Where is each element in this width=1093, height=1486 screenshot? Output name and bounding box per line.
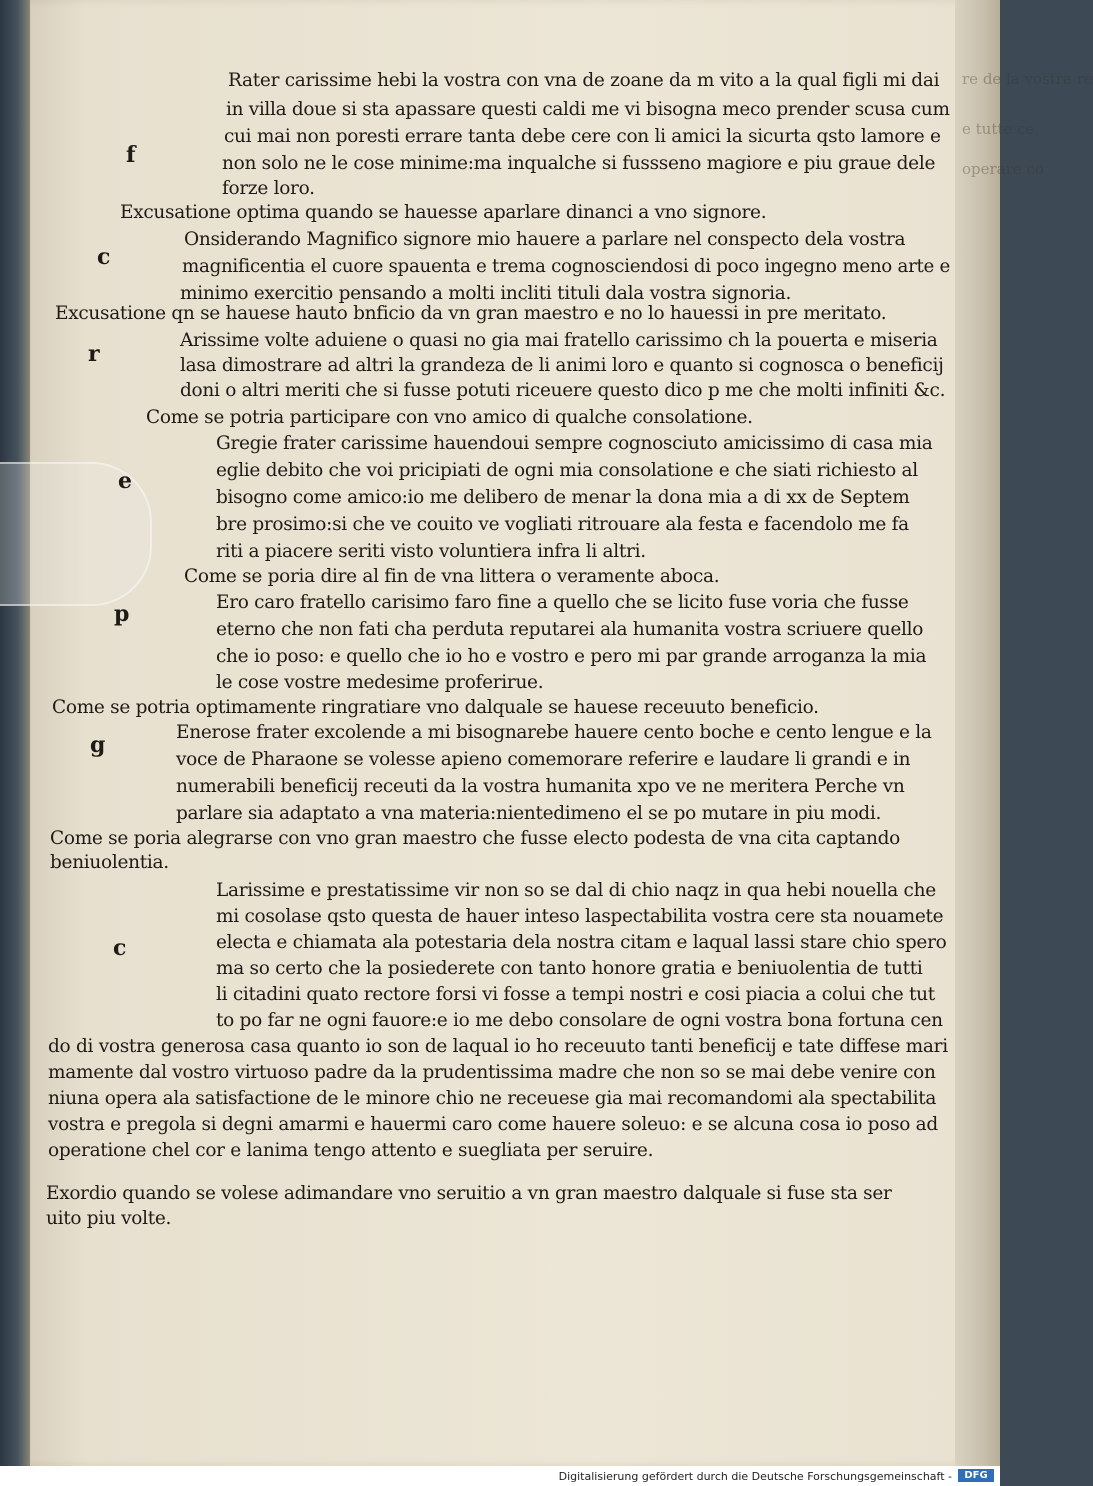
- text-line: in villa doue si sta apassare questi caldi me vi bisogna meco prender scusa cum: [226, 99, 950, 120]
- dfg-logo: DFG: [958, 1469, 994, 1482]
- rubric-heading: Exordio quando se volese adimandare vno seruitio a vn gran maestro dalquale si fuse sta ser: [46, 1183, 892, 1204]
- funding-credit: Digitalisierung gefördert durch die Deutsche Forschungsgemeinschaft -: [558, 1470, 952, 1483]
- text-line: doni o altri meriti che si fusse potuti riceuere questo dico p me che molti infiniti &c.: [180, 380, 946, 401]
- text-line: lasa dimostrare ad altri la grandeza de li animi loro e quanto si cognosca o beneficij: [180, 355, 944, 376]
- text-line: che io poso: e quello che io ho e vostro e pero mi par grande arroganza la mia: [216, 646, 927, 667]
- text-line: numerabili beneficij receuti da la vostra humanita xpo ve ne meritera Perche vn: [176, 776, 905, 797]
- rubric-heading: Excusatione qn se hauese hauto bnficio da vn gran maestro e no lo hauessi in pre meritato.: [55, 303, 887, 324]
- text-line: mi cosolase qsto questa de hauer inteso laspectabilita vostra cere sta nouamete: [216, 906, 944, 927]
- book-binding-edge: [0, 0, 30, 1466]
- bleed-through-text: operare co: [962, 160, 1044, 178]
- text-line: le cose vostre medesime proferirue.: [216, 672, 544, 693]
- text-line: voce de Pharaone se volesse apieno comemorare referire e laudare li grandi e in: [176, 749, 911, 770]
- bleed-through-text: re de la vostra re: [962, 70, 1093, 88]
- text-line: eterno che non fati cha perduta reputarei ala humanita vostra scriuere quello: [216, 619, 924, 640]
- text-line: vostra e pregola si degni amarmi e hauermi caro come hauere soleuo: e se alcuna cosa io poso ad: [48, 1114, 938, 1135]
- text-line: bre prosimo:si che ve couito ve vogliati ritrouare ala festa e facendolo me fa: [216, 514, 909, 535]
- rubric-heading: Excusatione optima quando se hauesse aparlare dinanci a vno signore.: [120, 202, 767, 223]
- text-line: Gregie frater carissime hauendoui sempre cognosciuto amicissimo di casa mia: [216, 433, 933, 454]
- text-line: Rater carissime hebi la vostra con vna de zoane da m vito a la qual figli mi dai: [228, 70, 940, 91]
- text-line: eglie debito che voi pricipiati de ogni mia consolatione e che siati richiesto al: [216, 460, 918, 481]
- text-line: Arissime volte aduiene o quasi no gia mai fratello carissimo ch la pouerta e miseria: [180, 330, 938, 351]
- guide-letter: p: [114, 601, 130, 627]
- guide-letter: c: [97, 244, 111, 270]
- rubric-heading: Come se poria alegrarse con vno gran maestro che fusse electo podesta de vna cita captando: [50, 828, 900, 849]
- rubric-heading: Come se poria dire al fin de vna littera o veramente aboca.: [184, 566, 720, 587]
- digitization-footer: [0, 1466, 1000, 1486]
- bleed-through-text: e tutte ce: [962, 120, 1035, 138]
- text-line: Larissime e prestatissime vir non so se dal di chio naqz in qua hebi nouella che: [216, 880, 936, 901]
- guide-letter: f: [126, 142, 136, 168]
- text-line: to po far ne ogni fauore:e io me debo consolare de ogni vostra bona fortuna cen: [216, 1010, 943, 1031]
- text-line: ma so certo che la posiederete con tanto honore gratia e beniuolentia de tutti: [216, 958, 923, 979]
- text-line: electa e chiamata ala potestaria dela nostra citam e laqual lassi stare chio spero: [216, 932, 947, 953]
- rubric-heading: uito piu volte.: [46, 1208, 172, 1229]
- text-line: bisogno come amico:io me delibero de menar la dona mia a di xx de Septem: [216, 487, 910, 508]
- text-line: cui mai non poresti errare tanta debe cere con li amici la sicurta qsto lamore e: [224, 126, 941, 147]
- text-line: niuna opera ala satisfactione de le minore chio ne receuese gia mai recomandomi ala spectabilita: [48, 1088, 937, 1109]
- guide-letter: g: [90, 732, 106, 758]
- opposite-page-edge: [955, 0, 1000, 1466]
- rubric-heading: Come se potria optimamente ringratiare vno dalquale se hauese receuuto beneficio.: [52, 697, 819, 718]
- guide-letter: c: [113, 935, 127, 961]
- text-line: non solo ne le cose minime:ma inqualche si fussseno magiore e piu graue dele: [222, 153, 936, 174]
- text-line: riti a piacere seriti visto voluntiera infra li altri.: [216, 541, 646, 562]
- guide-letter: r: [88, 341, 100, 367]
- text-line: Ero caro fratello carisimo faro fine a quello che se licito fuse voria che fusse: [216, 592, 909, 613]
- text-line: mamente dal vostro virtuoso padre da la prudentissima madre che non so se mai debe venire con: [48, 1062, 936, 1083]
- text-line: operatione chel cor e lanima tengo attento e suegliata per seruire.: [48, 1140, 654, 1161]
- text-line: minimo exercitio pensando a molti incliti tituli dala vostra signoria.: [180, 283, 792, 304]
- guide-letter: e: [118, 468, 132, 494]
- rubric-heading: Come se potria participare con vno amico di qualche consolatione.: [146, 407, 753, 428]
- text-line: li citadini quato rectore forsi vi fosse a tempi nostri e cosi piacia a colui che tut: [216, 984, 935, 1005]
- text-line: do di vostra generosa casa quanto io son de laqual io ho receuuto tanti beneficij e tate diffese mari: [48, 1036, 948, 1057]
- text-line: magnificentia el cuore spauenta e trema cognosciendosi di poco ingegno meno arte e: [182, 256, 951, 277]
- rubric-heading: beniuolentia.: [50, 852, 169, 873]
- text-line: Onsiderando Magnifico signore mio hauere a parlare nel conspecto dela vostra: [184, 229, 906, 250]
- text-line: forze loro.: [222, 178, 315, 199]
- text-line: parlare sia adaptato a vna materia:nientedimeno el se po mutare in piu modi.: [176, 803, 882, 824]
- text-line: Enerose frater excolende a mi bisognarebe hauere cento boche e cento lengue e la: [176, 722, 932, 743]
